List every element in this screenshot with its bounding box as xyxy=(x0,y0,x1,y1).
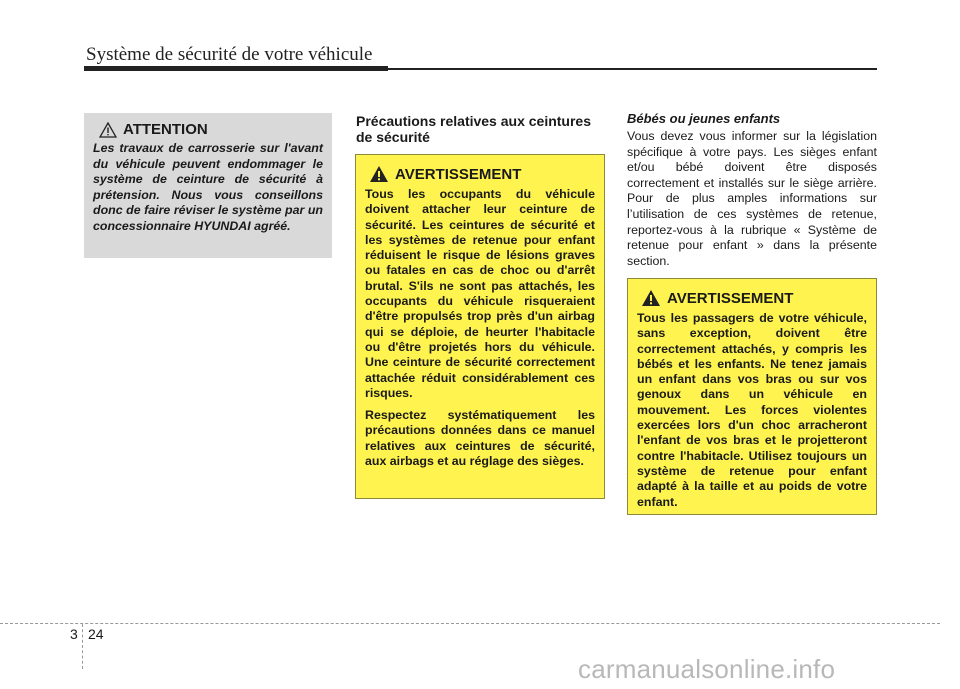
header-rule-thin xyxy=(388,68,877,70)
warning-header xyxy=(641,289,867,307)
caution-triangle-icon xyxy=(99,122,117,138)
warning-title: AVERTISSEMENT xyxy=(667,289,794,307)
infants-subheading: Bébés ou jeunes enfants xyxy=(627,111,781,126)
warning-body xyxy=(637,311,867,510)
footer-divider xyxy=(0,623,940,624)
warning-triangle-icon xyxy=(641,289,661,307)
warning-body xyxy=(365,187,595,469)
attention-text: Les travaux de carrosserie sur l'avant du véhicule peuvent endommager le système de ceinture de sécurité à prétension. Nous vous conseillons donc de faire réviser le système par un concessionnaire HYUNDAI agréé. xyxy=(93,141,323,233)
warning-paragraph-1: Tous les occupants du véhicule doivent attacher leur ceinture de sécurité. Les ceintures de sécurité et les systèmes de retenue pour enfant réduisent le risque de lésions graves ou fatales en cas de choc ou d'arrêt brutal. S'ils ne sont pas attachés, les occupants du véhicule risqueraient d'être propulsés trop près d'un airbag qui se déploie, de heurter l'habitacle ou d'être projetés hors du véhicule. Une ceinture de sécurité correctement attachée réduit considérablement ces risques. xyxy=(365,187,595,400)
attention-header xyxy=(99,121,323,138)
section-heading: Précautions relatives aux ceintures de sécurité xyxy=(356,113,591,145)
warning-triangle-icon xyxy=(369,165,389,183)
header-rule-thick xyxy=(84,66,388,71)
warning-paragraph-2: Respectez systématiquement les précautions données dans ce manuel relatives aux ceintures de sécurité, aux airbags et au réglage des sièges. xyxy=(365,408,595,469)
watermark: carmanualsonline.info xyxy=(578,654,836,684)
footer-vertical-divider xyxy=(82,624,83,669)
page-number: 24 xyxy=(88,626,104,642)
page-header-title: Système de sécurité de votre véhicule xyxy=(86,44,373,65)
warning-title: AVERTISSEMENT xyxy=(395,165,522,183)
warning-header xyxy=(369,165,595,183)
warning-box-children xyxy=(627,278,877,515)
attention-box xyxy=(84,113,332,258)
infants-paragraph: Vous devez vous informer sur la législation spécifique à votre pays. Les sièges enfant et/ou bébé doivent être disposés correctement et installés sur le siège arrière. Pour de plus amples informations sur l’utilisation de ces systèmes de retenue, reportez-vous à la rubrique « Système de retenue pour enfant » dans la présente section. xyxy=(627,129,877,268)
chapter-number: 3 xyxy=(70,626,78,642)
attention-title: ATTENTION xyxy=(123,121,208,138)
warning-box-seatbelts xyxy=(355,154,605,499)
warning-paragraph: Tous les passagers de votre véhicule, sans exception, doivent être correctement attachés, y compris les bébés et les enfants. Ne tenez jamais un enfant dans vos bras ou sur vos genoux dans un véhicule en mouvement. Les forces violentes exercées lors d'un choc arracheront l'enfant de vos bras et le projetteront contre l'habitacle. Utilisez toujours un système de retenue pour enfant adapté à la taille et au poids de votre enfant. xyxy=(637,311,867,509)
